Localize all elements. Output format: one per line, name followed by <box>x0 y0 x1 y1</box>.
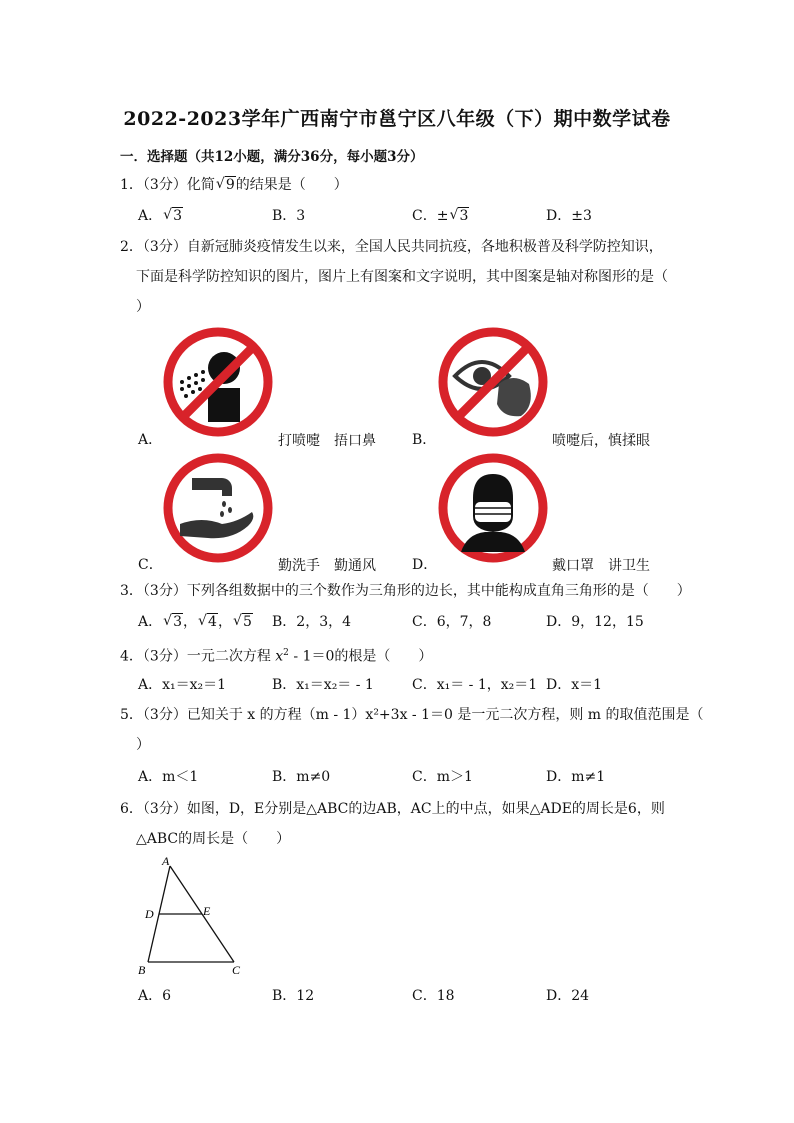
sqrt-expression: √ 9 <box>215 176 235 193</box>
q4-option-c[interactable]: C．x₁＝ - 1，x₂＝1 <box>412 677 538 693</box>
q5-option-a[interactable]: A．m＜1 <box>138 769 199 785</box>
label-c: C <box>232 963 241 977</box>
q3-option-a[interactable]: A． √ 3， √ 4， √ 5 <box>138 613 252 630</box>
q1-option-d[interactable]: D．±3 <box>546 208 592 224</box>
question-4: 4．（3分）一元二次方程 $x^2 - 1=0$的根是（ ） <box>120 648 433 665</box>
q2-option-c-label[interactable]: C． <box>138 557 163 573</box>
question-1: 1．（3分）化简 √ 9的结果是（ ） <box>120 170 348 200</box>
label-d: D <box>145 907 154 921</box>
q2-option-a-label[interactable]: A． <box>138 432 163 448</box>
q2-caption-b: 喷嚏后，慎揉眼 <box>552 433 650 449</box>
q2-option-d-label[interactable]: D． <box>412 557 438 573</box>
q2-caption-c: 勤洗手 勤通风 <box>278 558 376 574</box>
q5-option-c[interactable]: C．m＞1 <box>412 769 473 785</box>
q5-option-b[interactable]: B．m≠0 <box>272 769 331 785</box>
q5-option-d[interactable]: D．m≠1 <box>546 769 606 785</box>
q2-option-b-label[interactable]: B． <box>412 432 437 448</box>
question-3: 3．（3分）下列各组数据中的三个数作为三角形的边长，其中能构成直角三角形的是（ ） <box>120 583 691 599</box>
q1-option-c[interactable]: C．± √ 3 <box>412 207 469 224</box>
eye-rubbing-prohibition-icon <box>437 326 549 438</box>
q4-option-d[interactable]: D．x＝1 <box>546 677 603 693</box>
sneeze-prohibition-icon <box>162 326 274 438</box>
question-6: 6．（3分）如图，D，E分别是△ABC的边AB，AC上的中点，如果△ADE的周长是6，则 △ABC的周长是（ ） <box>120 801 665 847</box>
section-heading: 一．选择题（共12小题，满分36分，每小题3分） <box>120 149 424 165</box>
triangle-abc-figure <box>130 852 250 982</box>
question-5: 5．（3分）已知关于 x 的方程（m - 1）x²+3x - 1＝0 是一元二次方程，则 m 的取值范围是（ ） <box>120 707 704 753</box>
q3-option-d[interactable]: D．9，12，15 <box>546 614 644 630</box>
q3-option-c[interactable]: C．6，7，8 <box>412 614 492 630</box>
label-e: E <box>203 904 211 918</box>
q6-option-a[interactable]: A．6 <box>138 988 172 1004</box>
q6-option-b[interactable]: B．12 <box>272 988 315 1004</box>
q3-option-b[interactable]: B．2，3，4 <box>272 614 352 630</box>
paper-title: 2022-2023学年广西南宁市邕宁区八年级（下）期中数学试卷 <box>123 108 671 130</box>
q6-option-c[interactable]: C．18 <box>412 988 455 1004</box>
q2-caption-a: 打喷嚏 捂口鼻 <box>278 433 376 449</box>
q2-caption-d: 戴口罩 讲卫生 <box>552 558 650 574</box>
q4-option-a[interactable]: A．x₁＝x₂＝1 <box>138 677 227 693</box>
question-2: 2．（3分）自新冠肺炎疫情发生以来，全国人民共同抗疫，各地积极普及科学防控知识， 下面是科学防控知识的图片，图片上有图案和文字说明，其中图案是轴对称图形的是（ ） <box>120 239 668 315</box>
hand-washing-icon <box>162 452 274 564</box>
label-a: A <box>162 854 170 868</box>
q4-option-b[interactable]: B．x₁＝x₂＝ - 1 <box>272 677 374 693</box>
q1-option-b[interactable]: B．3 <box>272 208 306 224</box>
wear-mask-icon <box>437 452 549 564</box>
label-b: B <box>138 963 146 977</box>
q6-option-d[interactable]: D．24 <box>546 988 590 1004</box>
q1-option-a[interactable]: A． √ 3 <box>138 207 183 224</box>
